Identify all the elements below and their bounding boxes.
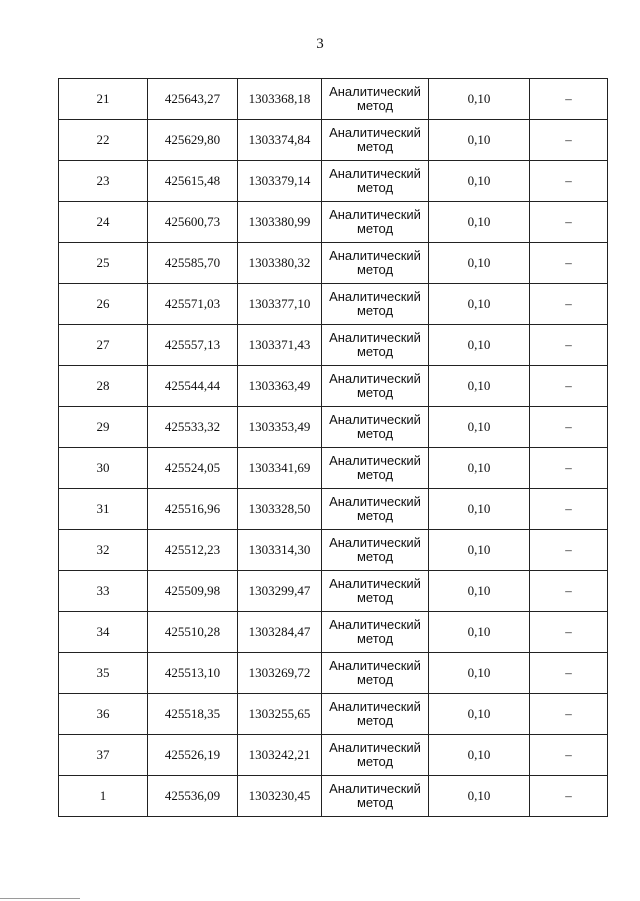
- method-cell: [322, 448, 429, 489]
- table-row: [59, 366, 608, 407]
- method-cell: [322, 366, 429, 407]
- accuracy-cell: 0,10: [429, 776, 530, 817]
- method-line-2: метод: [356, 631, 394, 646]
- point-number-cell: 27: [59, 325, 148, 366]
- y-coordinate-cell: 1303242,21: [238, 735, 322, 776]
- table-row: [59, 202, 608, 243]
- method-line-1: Аналитический: [329, 699, 421, 714]
- method-cell: [322, 407, 429, 448]
- point-number-cell: 34: [59, 612, 148, 653]
- coordinates-table-body: [59, 79, 608, 817]
- y-coordinate-cell: 1303255,65: [238, 694, 322, 735]
- method-line-1: Аналитический: [329, 576, 421, 591]
- method-cell: [322, 284, 429, 325]
- method-line-1: Аналитический: [329, 289, 421, 304]
- point-number-cell: 22: [59, 120, 148, 161]
- y-coordinate-cell: 1303374,84: [238, 120, 322, 161]
- accuracy-cell: 0,10: [429, 407, 530, 448]
- accuracy-cell: 0,10: [429, 530, 530, 571]
- method-line-2: метод: [356, 139, 394, 154]
- method-cell: [322, 530, 429, 571]
- accuracy-cell: 0,10: [429, 571, 530, 612]
- method-line-1: Аналитический: [329, 84, 421, 99]
- accuracy-cell: 0,10: [429, 735, 530, 776]
- method-line-2: метод: [356, 549, 394, 564]
- description-cell: –: [530, 776, 608, 817]
- method-line-2: метод: [356, 508, 394, 523]
- accuracy-cell: 0,10: [429, 202, 530, 243]
- accuracy-cell: 0,10: [429, 653, 530, 694]
- x-coordinate-cell: 425518,35: [148, 694, 238, 735]
- point-number-cell: 36: [59, 694, 148, 735]
- page-number: 3: [316, 36, 324, 52]
- method-line-2: метод: [356, 344, 394, 359]
- method-cell: [322, 120, 429, 161]
- description-cell: –: [530, 79, 608, 120]
- accuracy-cell: 0,10: [429, 612, 530, 653]
- y-coordinate-cell: 1303368,18: [238, 79, 322, 120]
- accuracy-cell: 0,10: [429, 243, 530, 284]
- point-number-cell: 29: [59, 407, 148, 448]
- method-line-2: метод: [356, 303, 394, 318]
- description-cell: –: [530, 202, 608, 243]
- point-number-cell: 25: [59, 243, 148, 284]
- x-coordinate-cell: 425600,73: [148, 202, 238, 243]
- accuracy-cell: 0,10: [429, 448, 530, 489]
- method-line-1: Аналитический: [329, 248, 421, 263]
- accuracy-cell: 0,10: [429, 79, 530, 120]
- method-cell: [322, 776, 429, 817]
- x-coordinate-cell: 425524,05: [148, 448, 238, 489]
- description-cell: –: [530, 489, 608, 530]
- method-line-1: Аналитический: [329, 740, 421, 755]
- x-coordinate-cell: 425509,98: [148, 571, 238, 612]
- method-line-1: Аналитический: [329, 617, 421, 632]
- table-row: [59, 612, 608, 653]
- point-number-cell: 1: [59, 776, 148, 817]
- y-coordinate-cell: 1303299,47: [238, 571, 322, 612]
- x-coordinate-cell: 425516,96: [148, 489, 238, 530]
- accuracy-cell: 0,10: [429, 120, 530, 161]
- method-line-1: Аналитический: [329, 330, 421, 345]
- method-line-1: Аналитический: [329, 371, 421, 386]
- method-line-2: метод: [356, 385, 394, 400]
- method-cell: [322, 243, 429, 284]
- description-cell: –: [530, 653, 608, 694]
- point-number-cell: 28: [59, 366, 148, 407]
- table-row: [59, 776, 608, 817]
- accuracy-cell: 0,10: [429, 325, 530, 366]
- method-cell: [322, 325, 429, 366]
- y-coordinate-cell: 1303269,72: [238, 653, 322, 694]
- description-cell: –: [530, 325, 608, 366]
- point-number-cell: 33: [59, 571, 148, 612]
- point-number-cell: 35: [59, 653, 148, 694]
- method-cell: [322, 489, 429, 530]
- table-row: [59, 243, 608, 284]
- accuracy-cell: 0,10: [429, 489, 530, 530]
- method-line-1: Аналитический: [329, 166, 421, 181]
- x-coordinate-cell: 425571,03: [148, 284, 238, 325]
- x-coordinate-cell: 425512,23: [148, 530, 238, 571]
- method-line-2: метод: [356, 713, 394, 728]
- x-coordinate-cell: 425629,80: [148, 120, 238, 161]
- method-line-2: метод: [356, 221, 394, 236]
- table-row: [59, 530, 608, 571]
- method-cell: [322, 694, 429, 735]
- y-coordinate-cell: 1303363,49: [238, 366, 322, 407]
- method-line-2: метод: [356, 262, 394, 277]
- y-coordinate-cell: 1303284,47: [238, 612, 322, 653]
- table-row: [59, 407, 608, 448]
- description-cell: –: [530, 694, 608, 735]
- method-line-2: метод: [356, 754, 394, 769]
- method-cell: [322, 571, 429, 612]
- point-number-cell: 30: [59, 448, 148, 489]
- point-number-cell: 24: [59, 202, 148, 243]
- accuracy-cell: 0,10: [429, 694, 530, 735]
- table-row: [59, 448, 608, 489]
- method-line-2: метод: [356, 467, 394, 482]
- y-coordinate-cell: 1303371,43: [238, 325, 322, 366]
- y-coordinate-cell: 1303328,50: [238, 489, 322, 530]
- method-line-1: Аналитический: [329, 535, 421, 550]
- description-cell: –: [530, 243, 608, 284]
- y-coordinate-cell: 1303377,10: [238, 284, 322, 325]
- x-coordinate-cell: 425615,48: [148, 161, 238, 202]
- method-line-1: Аналитический: [329, 494, 421, 509]
- description-cell: –: [530, 530, 608, 571]
- table-row: [59, 284, 608, 325]
- method-line-2: метод: [356, 98, 394, 113]
- description-cell: –: [530, 407, 608, 448]
- point-number-cell: 31: [59, 489, 148, 530]
- point-number-cell: 23: [59, 161, 148, 202]
- table-row: [59, 653, 608, 694]
- table-row: [59, 79, 608, 120]
- description-cell: –: [530, 735, 608, 776]
- method-line-2: метод: [356, 672, 394, 687]
- y-coordinate-cell: 1303380,32: [238, 243, 322, 284]
- method-line-2: метод: [356, 795, 394, 810]
- method-cell: [322, 202, 429, 243]
- method-line-1: Аналитический: [329, 207, 421, 222]
- method-cell: [322, 612, 429, 653]
- x-coordinate-cell: 425526,19: [148, 735, 238, 776]
- point-number-cell: 37: [59, 735, 148, 776]
- accuracy-cell: 0,10: [429, 366, 530, 407]
- method-line-1: Аналитический: [329, 125, 421, 140]
- y-coordinate-cell: 1303314,30: [238, 530, 322, 571]
- x-coordinate-cell: 425510,28: [148, 612, 238, 653]
- table-row: [59, 735, 608, 776]
- method-cell: [322, 161, 429, 202]
- description-cell: –: [530, 161, 608, 202]
- point-number-cell: 26: [59, 284, 148, 325]
- table-row: [59, 120, 608, 161]
- method-line-2: метод: [356, 180, 394, 195]
- accuracy-cell: 0,10: [429, 161, 530, 202]
- method-line-1: Аналитический: [329, 781, 421, 796]
- point-number-cell: 32: [59, 530, 148, 571]
- table-row: [59, 161, 608, 202]
- table-row: [59, 694, 608, 735]
- description-cell: –: [530, 120, 608, 161]
- y-coordinate-cell: 1303379,14: [238, 161, 322, 202]
- description-cell: –: [530, 366, 608, 407]
- y-coordinate-cell: 1303341,69: [238, 448, 322, 489]
- description-cell: –: [530, 284, 608, 325]
- method-line-2: метод: [356, 426, 394, 441]
- method-line-1: Аналитический: [329, 453, 421, 468]
- x-coordinate-cell: 425536,09: [148, 776, 238, 817]
- x-coordinate-cell: 425557,13: [148, 325, 238, 366]
- point-number-cell: 21: [59, 79, 148, 120]
- y-coordinate-cell: 1303380,99: [238, 202, 322, 243]
- coordinates-table: [58, 78, 608, 817]
- table-row: [59, 325, 608, 366]
- description-cell: –: [530, 612, 608, 653]
- table-row: [59, 489, 608, 530]
- method-line-2: метод: [356, 590, 394, 605]
- y-coordinate-cell: 1303230,45: [238, 776, 322, 817]
- table-row: [59, 571, 608, 612]
- method-cell: [322, 653, 429, 694]
- method-cell: [322, 735, 429, 776]
- scan-edge-line: [0, 898, 80, 899]
- description-cell: –: [530, 448, 608, 489]
- accuracy-cell: 0,10: [429, 284, 530, 325]
- x-coordinate-cell: 425533,32: [148, 407, 238, 448]
- x-coordinate-cell: 425544,44: [148, 366, 238, 407]
- x-coordinate-cell: 425585,70: [148, 243, 238, 284]
- y-coordinate-cell: 1303353,49: [238, 407, 322, 448]
- method-line-1: Аналитический: [329, 658, 421, 673]
- method-cell: [322, 79, 429, 120]
- description-cell: –: [530, 571, 608, 612]
- x-coordinate-cell: 425643,27: [148, 79, 238, 120]
- x-coordinate-cell: 425513,10: [148, 653, 238, 694]
- method-line-1: Аналитический: [329, 412, 421, 427]
